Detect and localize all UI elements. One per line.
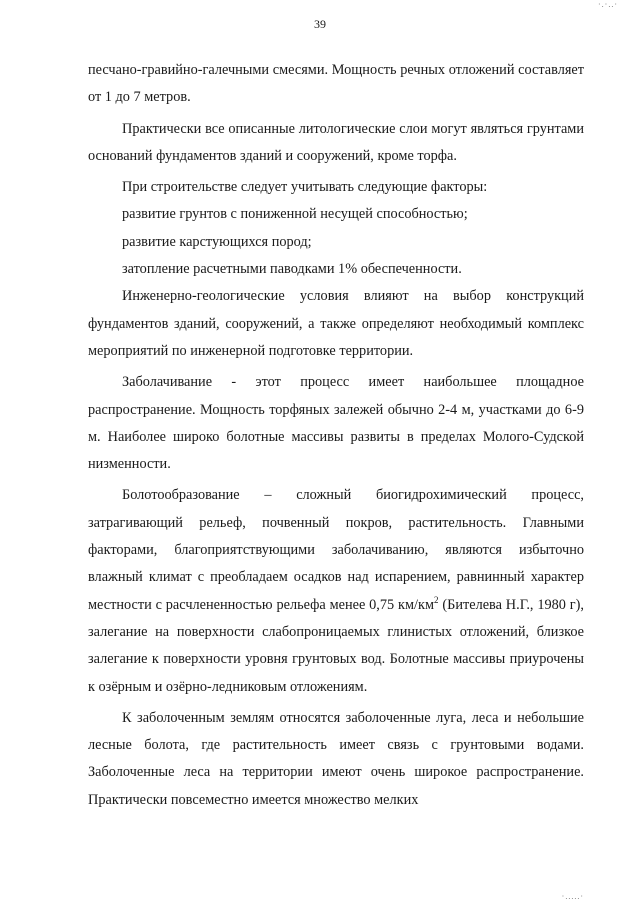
page-number: 39 [314,17,326,31]
paragraph-6: затопление расчетными паводками 1% обеспеченности. [122,261,462,278]
paragraph-4: развитие грунтов с пониженной несущей способностью; [122,206,468,223]
paragraph-8: Заболачивание - этот процесс имеет наибольшее площадное распространение. Мощность торфяных залежей обычно 2-4 м, участками до 6-9 м. Наиболее широко болотные массивы развиты в пределах Молого-Судской низменности. [88,374,584,473]
paragraph-7: Инженерно-геологические условия влияют на выбор конструкций фундаментов зданий, сооружений, а также определяют необходимый комплекс мероприятий по инженерной подготовке территории. [88,288,584,359]
paragraph-9 [88,482,584,700]
paragraph-3: При строительстве следует учитывать следующие факторы: [122,179,488,196]
scan-mark-top: ·.·..· [598,0,618,9]
scan-mark-bottom: ·.....· [561,892,584,901]
body-text [88,57,584,814]
paragraph-9-part-1: Болотообразование – сложный биогидрохимический процесс, затрагивающий рельеф, почвенный покров, растительность. Главными факторами, благоприятствующими заболачиванию, являются избыточно влажный климат с преобладаем осадков над испарением, равнинный характер местности с расчлененностью рельефа менее 0,75 км/км [88,487,584,613]
paragraph-9-part-2: (Бителева Н.Г., 1980 г), залегание на поверхности слабопроницаемых глинистых отложений, близкое залегание к поверхности уровня грунтовых вод. Болотные массивы приурочены к озёрным и озёрно-ледниковым отложениям. [88,596,584,695]
paragraph-10: К заболоченным землям относятся заболоченные луга, леса и небольшие лесные болота, где растительность имеет связь с грунтовыми водами. Заболоченные леса на территории имеют очень широкое распространение. Практически повсеместно имеется множество мелких [88,709,584,808]
paragraph-1: песчано-гравийно-галечными смесями. Мощность речных отложений составляет от 1 до 7 метров. [88,62,584,106]
paragraph-2: Практически все описанные литологические слои могут являться грунтами оснований фундаментов зданий и сооружений, кроме торфа. [88,120,584,164]
superscript-2: 2 [434,594,439,605]
paragraph-5: развитие карстующихся пород; [122,233,312,250]
